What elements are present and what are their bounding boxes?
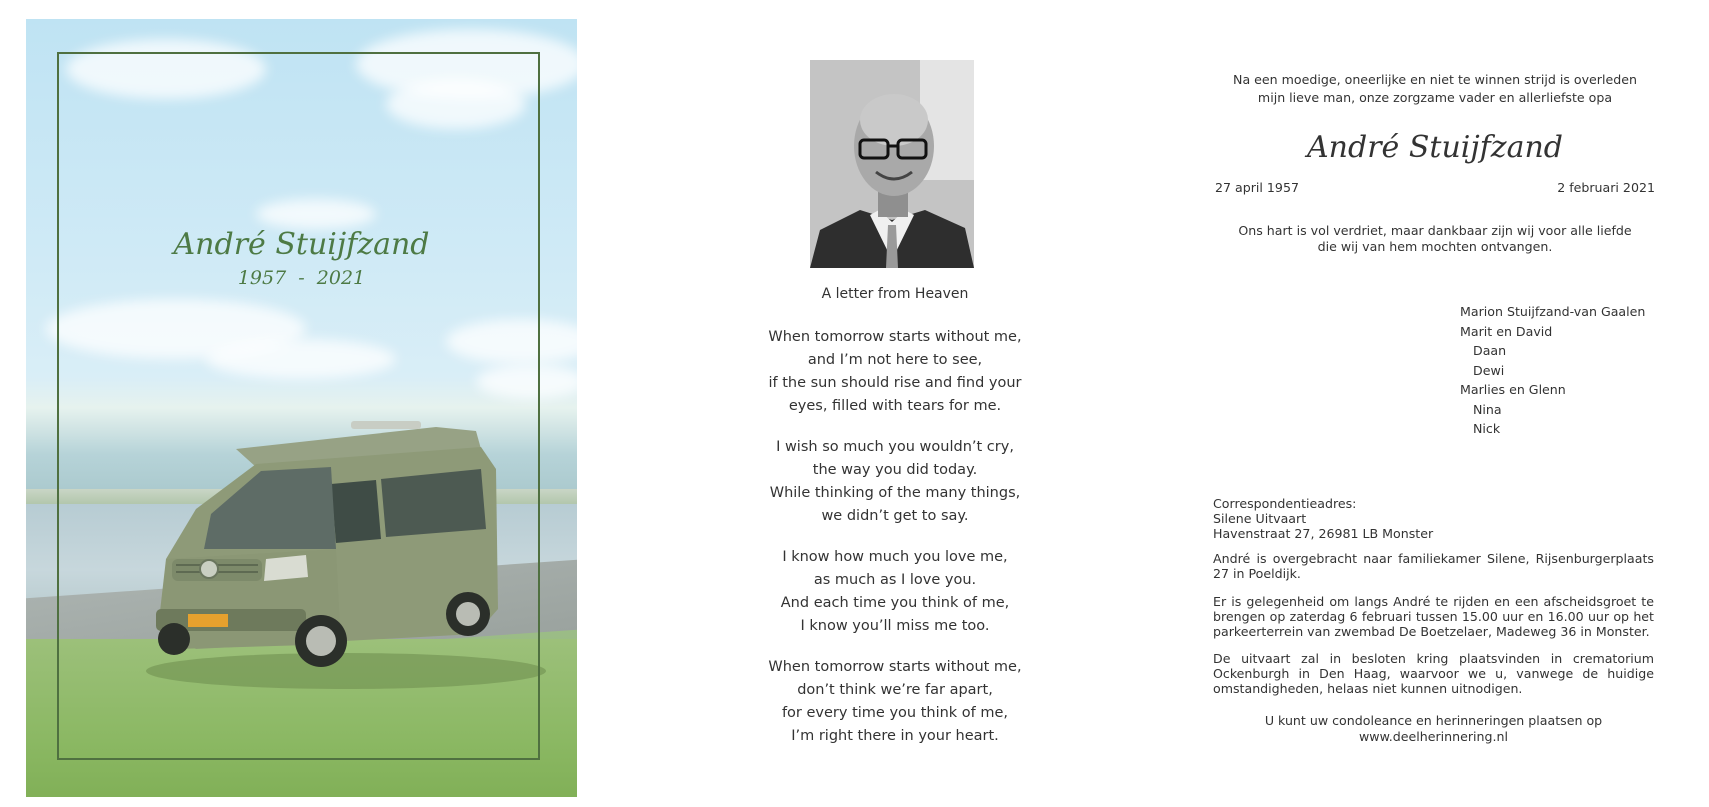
family-member: Nick	[1473, 421, 1501, 436]
poem-line: I know how much you love me,	[782, 549, 1008, 565]
poem-line: as much as I love you.	[813, 572, 977, 588]
poem	[740, 326, 1050, 766]
family-member: Nina	[1473, 401, 1502, 417]
transfer-text: André is overgebracht naar familiekamer Silene, Rijsenburgerplaats 27 in Poeldijk.	[1213, 551, 1654, 581]
cover-frame	[57, 52, 540, 760]
gratitude-text	[1210, 223, 1660, 255]
poem-line: I know you’ll miss me too.	[800, 618, 990, 634]
cover-name: André Stuijfzand	[173, 227, 430, 262]
gratitude-line: die wij van hem mochten ontvangen.	[1317, 239, 1553, 254]
family-member: Dewi	[1473, 362, 1505, 378]
family-member: Marion Stuijfzand-van Gaalen	[1460, 304, 1646, 319]
death-date: 2 februari 2021	[1557, 180, 1655, 195]
poem-line: the way you did today.	[812, 462, 978, 478]
poem-line: And each time you think of me,	[780, 595, 1010, 611]
correspondence-label: Correspondentieadres:	[1213, 496, 1357, 511]
poem-line: for every time you think of me,	[781, 705, 1009, 721]
announcement-intro	[1210, 71, 1660, 107]
poem-line: eyes, filled with tears for me.	[788, 398, 1002, 414]
poem-line: don’t think we’re far apart,	[797, 682, 993, 698]
poem-stanza	[740, 436, 1050, 528]
family-member: Daan	[1473, 343, 1507, 358]
family-member: Marit en David	[1460, 323, 1553, 339]
poem-line: When tomorrow starts without me,	[768, 329, 1022, 345]
cover-years: 1957 - 2021	[237, 267, 366, 289]
funeral-text: De uitvaart zal in besloten kring plaatsvinden in crematorium Ockenburgh in Den Haag, waarvoor we u, vanwege de huidige omstandigheden, helaas niet kunnen uitnodigen.	[1213, 651, 1654, 696]
farewell-text: Er is gelegenheid om langs André te rijden en een afscheidsgroet te brengen op zaterdag 6 februari tussen 15.00 uur en 16.00 uur op het parkeerterrein van zwembad De Boetzelaer, Madeweg 36 in Monster.	[1213, 594, 1654, 639]
family-list	[1460, 302, 1645, 439]
poem-stanza	[740, 546, 1050, 638]
condolence-link[interactable]: www.deelherinnering.nl	[1359, 729, 1508, 744]
poem-line: While thinking of the many things,	[769, 485, 1021, 501]
condolence-text	[1213, 713, 1654, 745]
portrait-photo	[810, 60, 974, 268]
cover-panel	[26, 19, 577, 797]
birth-date: 27 april 1957	[1215, 180, 1299, 195]
poem-line: if the sun should rise and find your	[768, 375, 1022, 391]
poem-line: When tomorrow starts without me,	[768, 659, 1022, 675]
family-member: Marlies en Glenn	[1460, 382, 1566, 397]
poem-stanza	[740, 326, 1050, 418]
poem-title: A letter from Heaven	[821, 286, 969, 302]
poem-line: I wish so much you wouldn’t cry,	[776, 439, 1014, 455]
gratitude-line: Ons hart is vol verdriet, maar dankbaar zijn wij voor alle liefde	[1238, 223, 1632, 238]
poem-line: and I’m not here to see,	[807, 352, 983, 368]
intro-line: mijn lieve man, onze zorgzame vader en allerliefste opa	[1257, 90, 1613, 105]
poem-line: I’m right there in your heart.	[791, 728, 999, 744]
condolence-line: U kunt uw condoleance en herinneringen plaatsen op	[1264, 713, 1603, 728]
correspondence-street: Havenstraat 27, 26981 LB Monster	[1213, 526, 1434, 541]
poem-stanza	[740, 656, 1050, 748]
poem-line: we didn’t get to say.	[821, 508, 969, 524]
correspondence-name: Silene Uitvaart	[1213, 511, 1307, 526]
correspondence-address	[1213, 496, 1654, 541]
deceased-name: André Stuijfzand	[1307, 130, 1563, 165]
intro-line: Na een moedige, oneerlijke en niet te winnen strijd is overleden	[1233, 72, 1637, 87]
portrait-illustration	[810, 60, 974, 268]
